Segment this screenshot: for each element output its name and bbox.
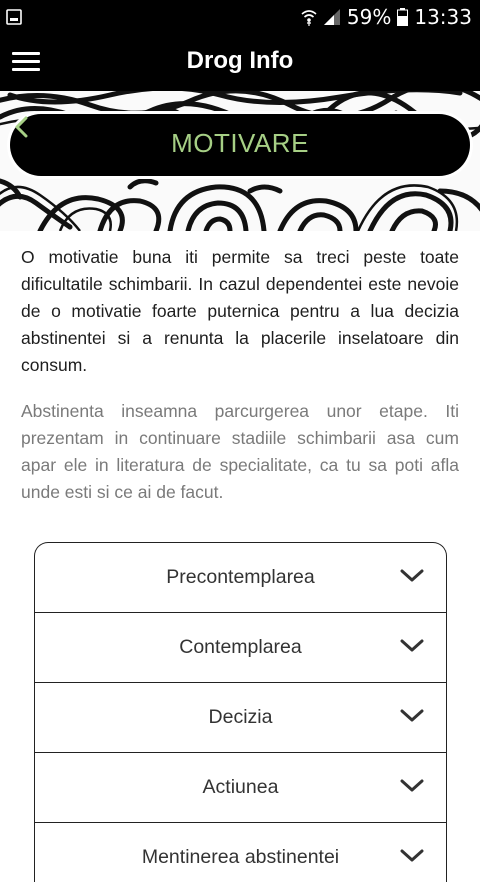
intro-paragraph: O motivatie buna iti permite sa treci peste toate dificultatile schimbarii. In cazul dependentei este nevoie de o motivatie foarte puternica pentru a lua decizia abstinentei si a renunta la placerile inselatoare din consum. xyxy=(21,247,459,375)
clock: 13:33 xyxy=(414,4,472,29)
section-title: MOTIVARE xyxy=(171,128,309,158)
chevron-down-icon xyxy=(400,708,424,724)
battery-icon xyxy=(397,8,408,26)
chevron-down-icon xyxy=(400,848,424,864)
accordion-item-label: Contemplarea xyxy=(179,636,302,658)
chevron-down-icon xyxy=(400,638,424,654)
accordion-item-label: Precontemplarea xyxy=(166,566,315,588)
accordion-item-mentinerea[interactable] xyxy=(35,823,446,882)
app-title: Drog Info xyxy=(186,47,294,74)
image-notification-icon xyxy=(6,9,22,25)
chevron-down-icon xyxy=(400,568,424,584)
signal-icon xyxy=(323,8,341,26)
stages-intro-paragraph: Abstinenta inseamna parcurgerea unor etape. Iti prezentam in continuare stadiile schimbarii asa cum apar ele in literatura de specialitate, ca tu sa poti afla unde esti si ce ai de facut. xyxy=(21,401,459,502)
chevron-down-icon xyxy=(400,778,424,794)
accordion-item-label: Actiunea xyxy=(202,776,279,798)
accordion-item-contemplarea[interactable] xyxy=(35,613,446,683)
section-banner xyxy=(0,91,480,231)
accordion-item-decizia[interactable] xyxy=(35,683,446,753)
battery-text: 59% xyxy=(346,4,392,29)
status-bar xyxy=(0,0,480,33)
accordion-item-label: Mentinerea abstinentei xyxy=(141,846,340,868)
section-header xyxy=(10,114,470,176)
accordion-item-precontemplarea[interactable] xyxy=(35,543,446,613)
accordion-item-actiunea[interactable] xyxy=(35,753,446,823)
accordion-item-label: Decizia xyxy=(208,706,273,728)
app-bar xyxy=(0,33,480,91)
stages-accordion xyxy=(34,542,447,882)
wifi-icon xyxy=(301,8,317,26)
